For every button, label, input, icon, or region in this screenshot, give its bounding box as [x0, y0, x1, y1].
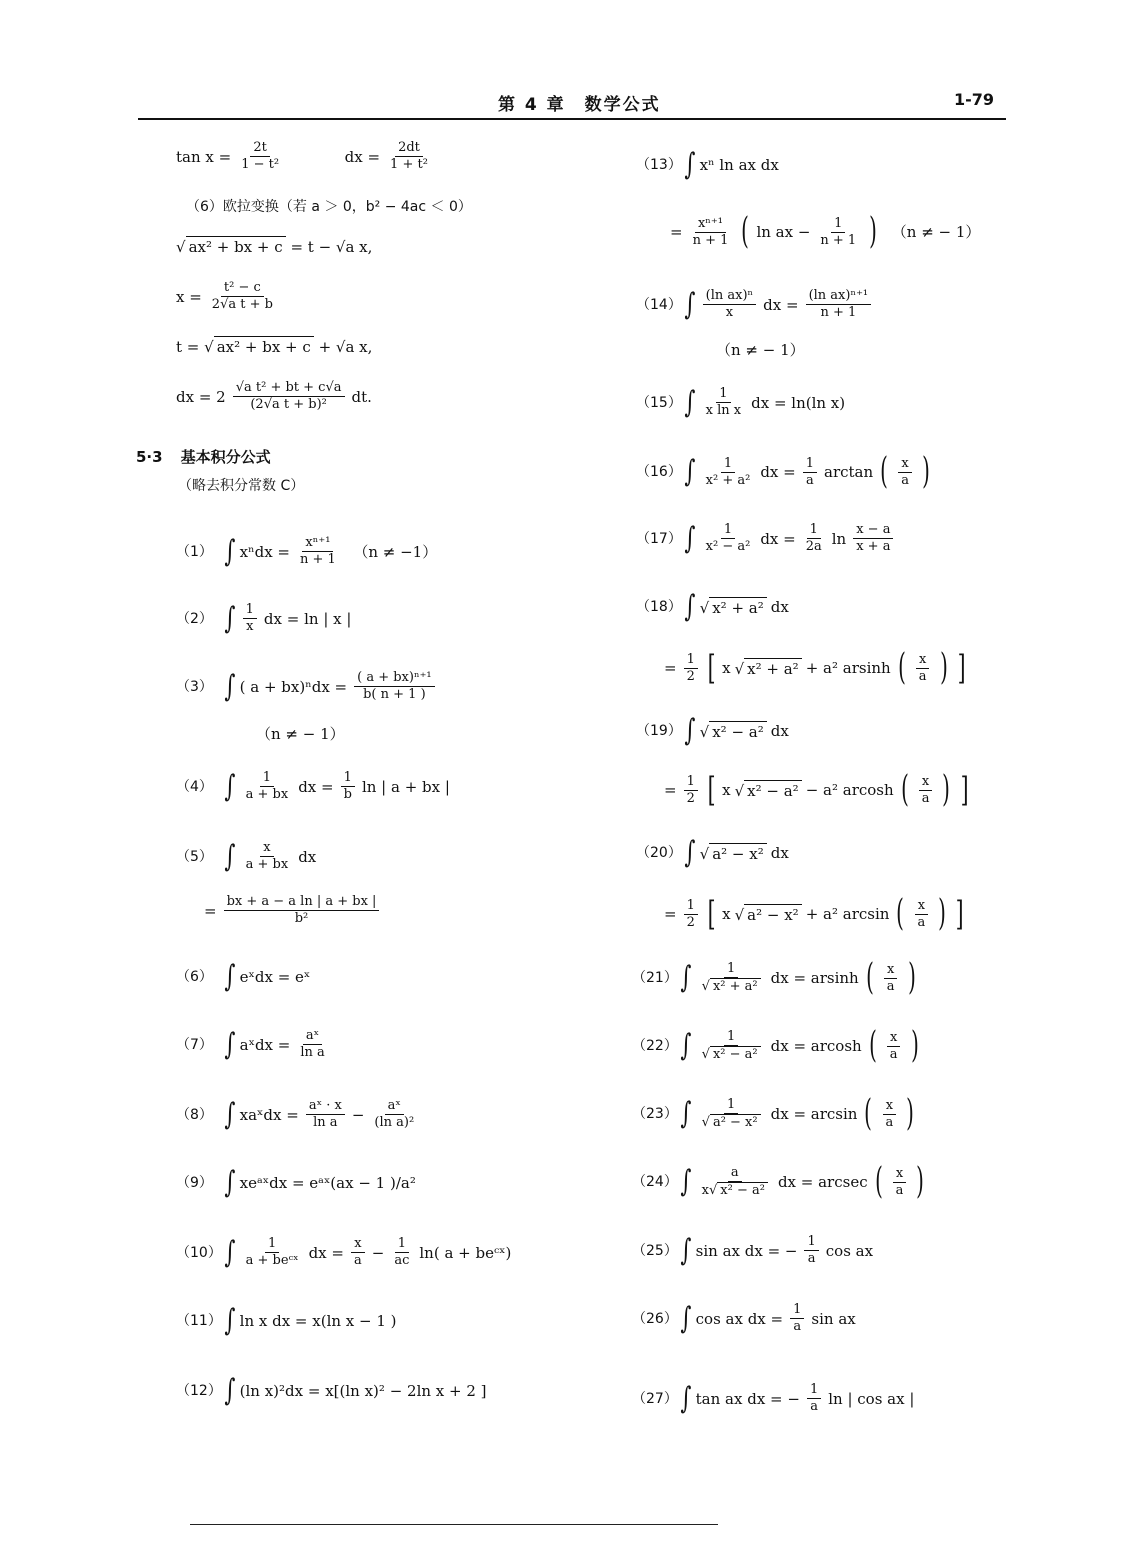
- euler-eq-1: √ ax² + bx + c = t − √a x,: [176, 238, 373, 256]
- formula-9: （9） ∫ xeᵃˣdx = eᵃˣ(ax − 1 )/a²: [176, 1165, 416, 1200]
- formula-18-result: = $\frac{1}{2}$ [ x √ x² + a² + a² arsinh ( $\frac{x}{a}$ ) ]: [664, 647, 966, 688]
- section-heading: 5·3 基本积分公式: [136, 448, 271, 466]
- formula-7: （7） ∫ aˣdx = $\frac{\text{aˣ}}{\text{ln a}}$: [176, 1026, 325, 1062]
- formula-14: （14） ∫ $\frac{\text{(ln ax)ⁿ}}{x}$ dx = $\frac{\text{(ln ax)ⁿ⁺¹}}{n + 1}$: [636, 288, 874, 321]
- section-note: （略去积分常数 C）: [178, 478, 305, 494]
- formula-20: （20） ∫ √ a² − x² dx: [636, 835, 789, 870]
- formula-23: （23） ∫ 1 √ a² − x² dx = arcsin ( $\frac{x}{a}$ ): [632, 1093, 915, 1134]
- formula-2: （2） ∫ $\frac{1}{x}$ dx = ln | x |: [176, 600, 352, 636]
- formula-18: （18） ∫ √ x² + a² dx: [636, 589, 789, 624]
- formula-13: （13） ∫ xⁿ ln ax dx: [636, 147, 779, 182]
- euler-title: （6）欧拉变换（若 a ＞ 0，b² − 4ac ＜ 0）: [186, 199, 472, 215]
- formula-20-result: = $\frac{1}{2}$ [ x √ a² − x² + a² arcsin ( $\frac{x}{a}$ ) ]: [664, 893, 964, 934]
- formula-27: （27） ∫ tan ax dx = − $\frac{1}{a}$ ln | cos ax |: [632, 1380, 915, 1416]
- chapter-title: 第 4 章 数学公式: [498, 95, 661, 115]
- page-number: 1-79: [953, 90, 994, 109]
- bottom-rule: [190, 1524, 718, 1525]
- euler-eq-3: t = √ ax² + bx + c + √a x,: [176, 338, 373, 356]
- formula-16: （16） ∫ $\frac{1}{\text{x² + a²}}$ dx = $\frac{1}{a}$ arctan ( $\frac{x}{a}$ ): [636, 451, 930, 492]
- formula-13-result: = $\frac{\text{xⁿ⁺¹}}{n + 1}$ ( ln ax − $\frac{1}{n + 1}$ ) （n ≠ − 1）: [670, 211, 981, 252]
- formula-5-result: = $\frac{\text{bx + a − a ln | a + bx |}}{\text{b²}}$: [204, 894, 382, 927]
- formula-14-condition: （n ≠ − 1）: [716, 341, 805, 359]
- formula-22: （22） ∫ 1 √ x² − a² dx = arcosh ( $\frac{x}{a}$ ): [632, 1025, 919, 1066]
- euler-eq-2: x = $\frac{\text{t² − c}}{\text{2√a t + b}}$: [176, 280, 273, 312]
- formula-6: （6） ∫ eˣdx = eˣ: [176, 959, 311, 994]
- formula-21: （21） ∫ 1 √ x² + a² dx = arsinh ( $\frac{x}{a}$ ): [632, 957, 916, 998]
- formula-3-condition: （n ≠ − 1）: [256, 725, 345, 743]
- header-rule: [138, 118, 1006, 120]
- page-header: [138, 86, 1006, 122]
- formula-15: （15） ∫ $\frac{1}{\text{x ln x}}$ dx = ln(ln x): [636, 384, 846, 420]
- formula-4: （4） ∫ $\frac{1}{a + bx}$ dx = $\frac{1}{b}$ ln | a + bx |: [176, 768, 450, 804]
- formula-17: （17） ∫ $\frac{1}{\text{x² − a²}}$ dx = $\frac{1}{2a}$ ln $\frac{x - a}{x + a}$: [636, 522, 896, 555]
- formula-10: （10） ∫ $\frac{1}{\text{a + beᶜˣ}}$ dx = $\frac{x}{a}$ − $\frac{1}{ac}$ ln( a + beᶜˣ): [176, 1234, 512, 1270]
- euler-eq-4: dx = 2 $\frac{\text{√a t² + bt + c√a}}{\text{(2√a t + b)²}}$ dt.: [176, 380, 372, 412]
- formula-8: （8） ∫ xaˣdx = $\frac{\text{aˣ · x}}{\text{ln a}}$ − $\frac{\text{aˣ}}{\text{(ln a)²}}$: [176, 1096, 415, 1132]
- formula-26: （26） ∫ cos ax dx = $\frac{1}{a}$ sin ax: [632, 1300, 856, 1336]
- formula-12: （12） ∫ (ln x)²dx = x[(ln x)² − 2ln x + 2 ]: [176, 1373, 487, 1408]
- formula-3: （3） ∫ ( a + bx)ⁿdx = $\frac{\text{( a + bx)ⁿ⁺¹}}{b( n + 1 )}$: [176, 670, 438, 703]
- formula-1: （1） ∫ xⁿdx = $\frac{\text{xⁿ⁺¹}}{n + 1}$ （n ≠ −1）: [176, 533, 438, 569]
- formula-11: （11） ∫ ln x dx = x(ln x − 1 ): [176, 1303, 397, 1338]
- formula-25: （25） ∫ sin ax dx = − $\frac{1}{a}$ cos ax: [632, 1232, 874, 1268]
- formula-24: （24） ∫ a x√ x² − a² dx = arcsec ( $\frac{x}{a}$ ): [632, 1161, 925, 1202]
- substitution-tan: tan x = $\frac{2t}{\text{1 − t²}}$ dx = $\frac{2dt}{\text{1 + t²}}$: [176, 140, 428, 172]
- formula-19-result: = $\frac{1}{2}$ [ x √ x² − a² − a² arcosh ( $\frac{x}{a}$ ) ]: [664, 769, 969, 810]
- formula-5: （5） ∫ $\frac{x}{a + bx}$ dx: [176, 838, 317, 874]
- formula-19: （19） ∫ √ x² − a² dx: [636, 713, 789, 748]
